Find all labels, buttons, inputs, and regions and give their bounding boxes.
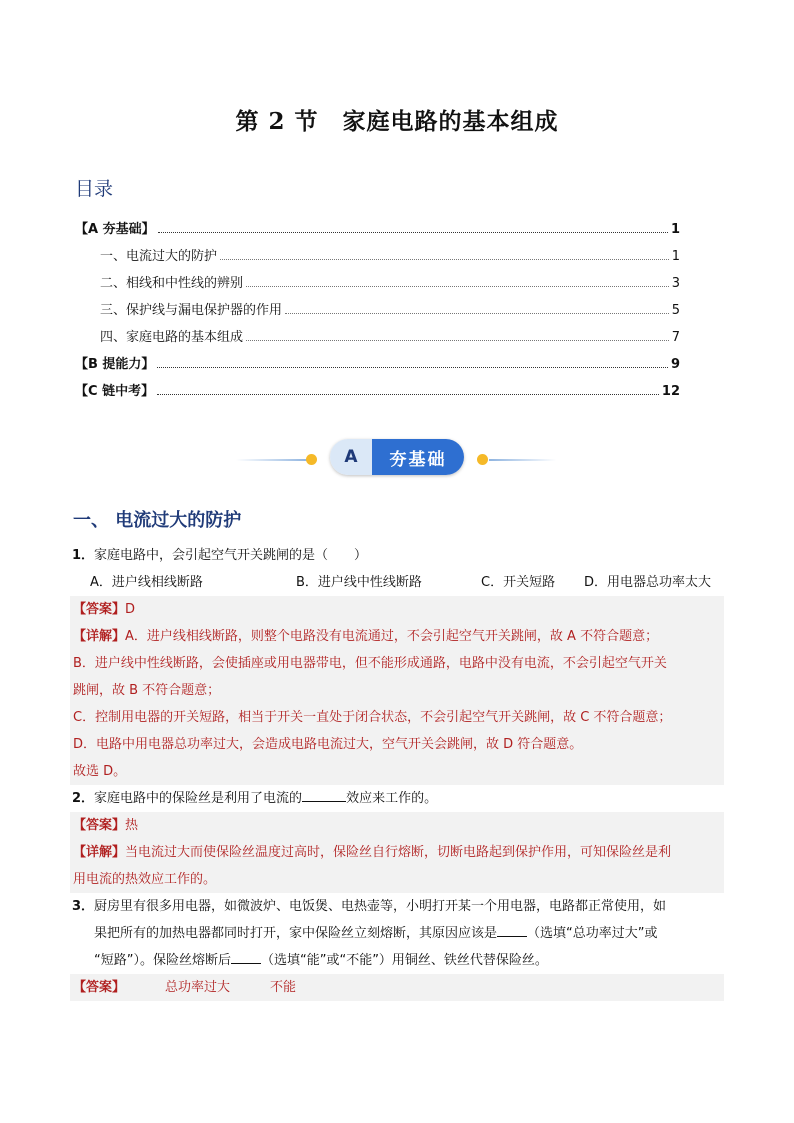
toc-leader — [158, 232, 668, 233]
detail-line: 跳闸，故 B 不符合题意； — [73, 683, 221, 698]
answer-line — [73, 812, 721, 839]
answer-tag: 【答案】 — [73, 818, 126, 833]
toc-item-1[interactable] — [75, 237, 680, 264]
toc-item-page: 3 — [671, 276, 680, 291]
table-of-contents — [75, 210, 680, 399]
banner-label: 夯基础 — [372, 439, 464, 475]
toc-item-page: 9 — [670, 357, 680, 372]
toc-item-label: 三、保护线与漏电保护器的作用 — [100, 303, 283, 318]
toc-item-page: 12 — [661, 384, 680, 399]
question-line — [72, 920, 724, 947]
banner-dot-left — [306, 454, 317, 465]
toc-item-a[interactable] — [75, 210, 680, 237]
toc-leader — [157, 394, 659, 395]
toc-item-label: 四、家庭电路的基本组成 — [100, 330, 244, 345]
detail-line: 用电流的热效应工作的。 — [73, 872, 217, 887]
answer-value: D — [125, 602, 136, 617]
toc-item-c[interactable] — [75, 372, 680, 399]
toc-leader — [285, 313, 669, 314]
toc-item-4[interactable] — [75, 318, 680, 345]
question-content — [70, 542, 724, 1001]
question-2-solution — [70, 812, 724, 893]
question-1 — [70, 542, 724, 569]
question-number: 3． — [72, 899, 95, 914]
detail-line: C．控制用电器的开关短路，相当于开关一直处于闭合状态，不会引起空气开关跳闸，故 C 不符合题意； — [73, 710, 672, 725]
detail-text: A．进户线相线断路，则整个电路没有电流通过，不会引起空气开关跳闸，故 A 不符合题意； — [125, 629, 659, 644]
question-3 — [70, 893, 724, 974]
question-stem: （选填“能”或“不能”）用铜丝、铁丝代替保险丝。 — [260, 953, 548, 968]
detail-line: B．进户线中性线断路，会使插座或用电器带电，但不能形成通路，电路中没有电流，不会引起空气开关 — [73, 656, 667, 671]
option-a: A．进户线相线断路 — [90, 575, 203, 590]
toc-leader — [246, 286, 669, 287]
conclusion-line: 故选 D。 — [73, 764, 127, 779]
answer-value: 热 — [125, 818, 139, 833]
detail-line: D．电路中用电器总功率过大，会造成电路电流过大，空气开关会跳闸，故 D 符合题意。 — [73, 737, 583, 752]
answer-value-1: 总功率过大 — [165, 980, 231, 995]
detail-line — [73, 623, 721, 650]
toc-item-label: 【A 夯基础】 — [75, 222, 155, 237]
answer-line — [73, 596, 721, 623]
toc-item-3[interactable] — [75, 291, 680, 318]
question-1-solution — [70, 596, 724, 785]
page-title: 第 2 节 家庭电路的基本组成 — [235, 108, 559, 135]
banner-dot-right — [477, 454, 488, 465]
toc-leader — [246, 340, 669, 341]
banner-letter: A — [330, 439, 372, 475]
toc-leader — [157, 367, 668, 368]
blank-line — [497, 922, 527, 937]
blank-line — [231, 949, 261, 964]
detail-tag: 【详解】 — [73, 845, 126, 860]
toc-leader — [220, 259, 669, 260]
section-banner — [236, 436, 556, 480]
toc-item-label: 【B 提能力】 — [75, 357, 155, 372]
banner-line-left — [236, 459, 308, 461]
banner-line-right — [489, 459, 556, 461]
toc-item-label: 【C 链中考】 — [75, 384, 155, 399]
question-stem-end: 效应来工作的。 — [346, 791, 438, 806]
question-line — [72, 947, 724, 974]
question-stem: 厨房里有很多用电器，如微波炉、电饭煲、电热壶等，小明打开某一个用电器，电路都正常使用，如 — [94, 899, 667, 914]
question-3-solution — [70, 974, 724, 1001]
section-heading: 一、 电流过大的防护 — [73, 510, 242, 531]
toc-item-label: 二、相线和中性线的辨别 — [100, 276, 244, 291]
question-stem: 家庭电路中，会引起空气开关跳闸的是（ ） — [94, 548, 368, 563]
question-2 — [70, 785, 724, 812]
option-b: B．进户线中性线断路 — [296, 575, 422, 590]
detail-tag: 【详解】 — [73, 629, 126, 644]
option-d: D．用电器总功率太大 — [584, 575, 712, 590]
toc-item-2[interactable] — [75, 264, 680, 291]
toc-item-page: 1 — [670, 222, 680, 237]
toc-item-b[interactable] — [75, 345, 680, 372]
question-stem: “短路”）。保险丝熔断后 — [94, 953, 231, 968]
detail-line — [73, 839, 721, 866]
answer-tag: 【答案】 — [73, 980, 126, 995]
question-number: 1． — [72, 548, 95, 563]
answer-value-2: 不能 — [270, 980, 297, 995]
toc-item-page: 5 — [671, 303, 680, 318]
toc-item-page: 1 — [671, 249, 680, 264]
toc-item-page: 7 — [671, 330, 680, 345]
answer-tag: 【答案】 — [73, 602, 126, 617]
option-c: C．开关短路 — [481, 575, 556, 590]
question-stem: 家庭电路中的保险丝是利用了电流的 — [94, 791, 303, 806]
question-line — [72, 893, 724, 920]
toc-item-label: 一、电流过大的防护 — [100, 249, 218, 264]
toc-heading: 目录 — [75, 178, 114, 200]
blank-line — [302, 787, 346, 802]
question-number: 2． — [72, 791, 95, 806]
question-stem: 果把所有的加热电器都同时打开，家中保险丝立刻熔断，其原因应该是 — [94, 926, 498, 941]
detail-text: 当电流过大而使保险丝温度过高时，保险丝自行熔断，切断电路起到保护作用，可知保险丝是利 — [125, 845, 672, 860]
question-stem: （选填“总功率过大”或 — [527, 926, 658, 941]
banner-pill — [330, 439, 464, 475]
question-1-options — [70, 569, 724, 596]
